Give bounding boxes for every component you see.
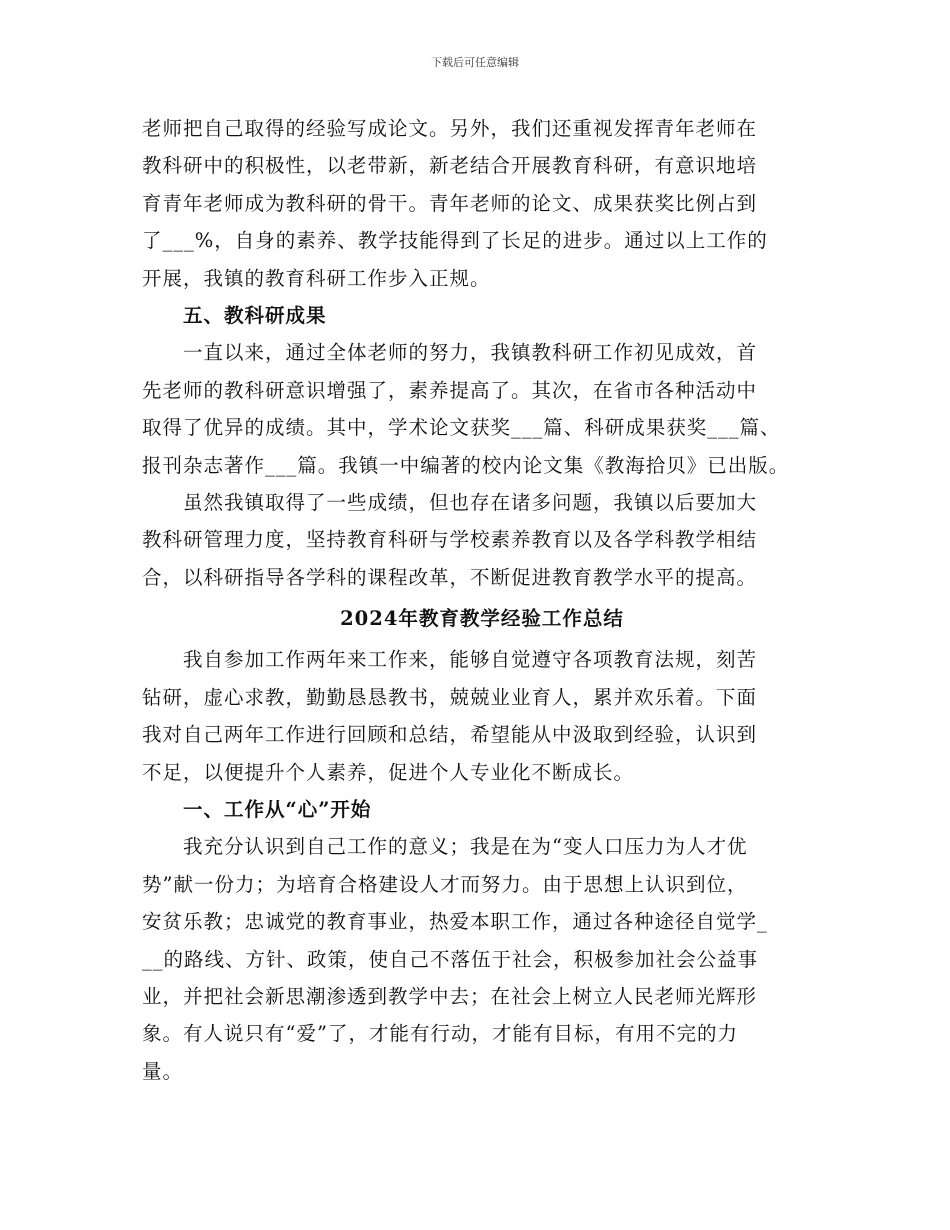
text-line: 合，以科研指导各学科的课程改革，不断促进教育教学水平的提高。 <box>142 565 758 589</box>
text-line: 一直以来，通过全体老师的努力，我镇教科研工作初见成效，首 <box>183 341 758 365</box>
text-line: __的路线、方针、政策，使自己不落伍于社会，积极参加社会公益事 <box>142 947 759 971</box>
document-body <box>142 110 822 1090</box>
text-line: 势”献一份力；为培育合格建设人才而努力。由于思想上认识到位， <box>142 872 748 896</box>
text-line: 老师把自己取得的经验写成论文。另外，我们还重视发挥青年老师在 <box>142 117 758 140</box>
text-line: 我自参加工作两年来工作来，能够自觉遵守各项教育法规，刻苦 <box>183 648 758 672</box>
text-line: 先老师的教科研意识增强了，素养提高了。其次，在省市各种活动中 <box>142 378 758 402</box>
page-header: 下载后可任意编辑 <box>431 56 519 69</box>
text-line: 了___%，自身的素养、教学技能得到了长足的进步。通过以上工作的 <box>142 229 768 253</box>
text-line: 业，并把社会新思潮渗透到教学中去；在社会上树立人民老师光辉形 <box>142 984 758 1008</box>
text-line: 不足，以便提升个人素养，促进个人专业化不断成长。 <box>142 760 635 784</box>
text-line: 育青年老师成为教科研的骨干。青年老师的论文、成果获奖比例占到 <box>142 191 758 215</box>
text-line: 教科研管理力度，坚持教育科研与学校素养教育以及各学科教学相结 <box>142 528 758 552</box>
section-heading: 一、工作从“心”开始 <box>183 798 372 822</box>
text-line: 象。有人说只有“爱”了，才能有行动，才能有目标，有用不完的力 <box>142 1022 738 1046</box>
text-line: 我充分认识到自己工作的意义；我是在为“变人口压力为人才优 <box>183 835 748 859</box>
text-line: 教科研中的积极性，以老带新，新老结合开展教育科研，有意识地培 <box>142 154 758 178</box>
document-title: 2024年教育教学经验工作总结 <box>340 607 624 631</box>
section-heading: 五、教科研成果 <box>183 303 327 327</box>
text-line: 我对自己两年工作进行回顾和总结，希望能从中汲取到经验，认识到 <box>142 723 758 747</box>
text-line: 虽然我镇取得了一些成绩，但也存在诸多问题，我镇以后要加大 <box>183 490 758 514</box>
text-line: 钻研，虚心求教，勤勤恳恳教书，兢兢业业育人，累并欢乐着。下面 <box>142 685 758 709</box>
text-line: 取得了优异的成绩。其中，学术论文获奖___篇、科研成果获奖___篇、 <box>142 416 781 440</box>
text-line: 开展，我镇的教育科研工作步入正规。 <box>142 266 491 290</box>
text-line: 量。 <box>142 1059 184 1083</box>
text-line: 安贫乐教；忠诚党的教育事业，热爱本职工作，通过各种途径自觉学_ <box>142 910 768 934</box>
text-line: 报刊杂志著作___篇。我镇一中编著的校内论文集《教海拾贝》已出版。 <box>142 453 790 477</box>
